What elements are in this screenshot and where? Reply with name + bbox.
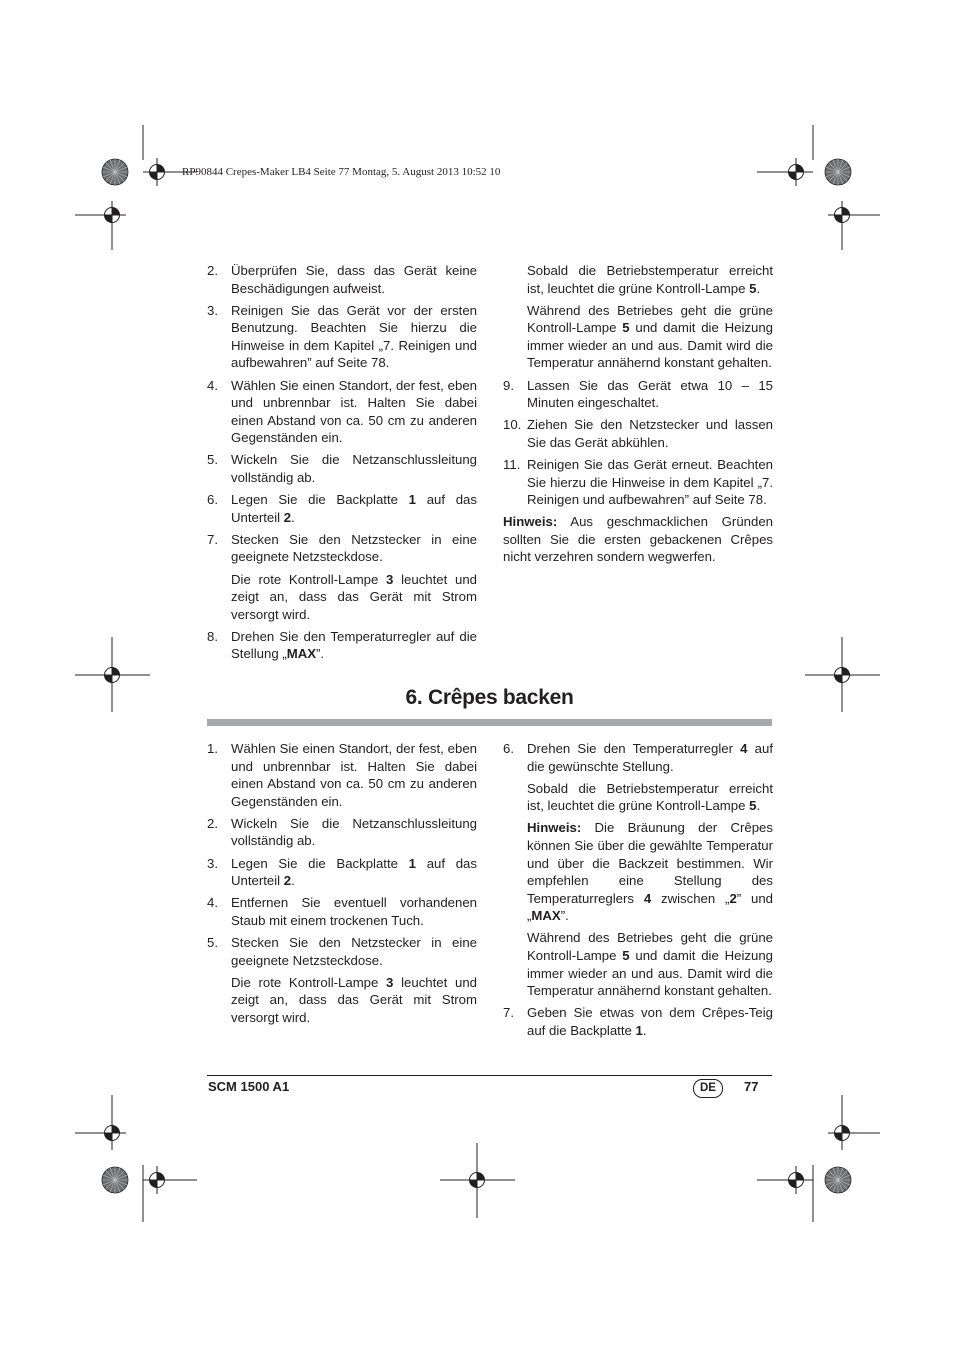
list-item: 1. Wählen Sie einen Standort, der fest, eben und unbrennbar ist. Halten Sie dabei einen Abstand von ca. 50 cm zu anderen Gegenständen ein. [207,741,477,809]
footer-rule [207,1075,772,1076]
registration-mark-icon [828,661,856,689]
registration-mark-icon [463,1166,491,1194]
paragraph: Die rote Kontroll-Lampe 3 leuchtet und zeigt an, dass das Gerät mit Strom versorgt wird. [231,571,477,622]
list-item: 7. Stecken Sie den Netzstecker in eine geeignete Netzsteckdose. [207,531,477,565]
list-item: 4. Wählen Sie einen Standort, der fest, eben und unbrennbar ist. Halten Sie dabei einen Abstand von ca. 50 cm zu anderen Gegenständen ein. [207,377,477,446]
bottom-left-column [207,740,477,1031]
title-bar [207,719,772,726]
list-item: 3. Reinigen Sie das Gerät vor der ersten Benutzung. Beachten Sie hierzu die Hinweise in dem Kapitel „7. Reinigen und aufbewahren” auf Seite 78. [207,302,477,371]
list-item: 3. Legen Sie die Backplatte 1 auf das Unterteil 2. [207,855,477,889]
registration-mark-icon [782,158,810,186]
registration-mark-icon [143,1166,171,1194]
footer-model: SCM 1500 A1 [208,1079,290,1094]
language-badge: DE [693,1079,723,1098]
color-target-icon [102,1167,128,1193]
list-item: 2. Wickeln Sie die Netzanschlussleitung vollständig ab. [207,815,477,849]
paragraph: Die rote Kontroll-Lampe 3 leuchtet und zeigt an, dass das Gerät mit Strom versorgt wird. [231,974,477,1025]
registration-mark-icon [98,661,126,689]
list-item: 11. Reinigen Sie das Gerät erneut. Beachten Sie hierzu die Hinweise in dem Kapitel „7. Reinigen und aufbewahren” auf Seite 78. [503,456,773,508]
color-target-icon [825,1167,851,1193]
list-item: 5. Stecken Sie den Netzstecker in eine geeignete Netzsteckdose. [207,934,477,968]
top-right-column [503,262,773,570]
paragraph: Sobald die Betriebstemperatur erreicht ist, leuchtet die grüne Kontroll-Lampe 5. [527,780,773,814]
list-item: 9. Lassen Sie das Gerät etwa 10 – 15 Minuten eingeschaltet. [503,377,773,411]
page-number: 77 [744,1079,759,1094]
paragraph: Sobald die Betriebstemperatur erreicht ist, leuchtet die grüne Kontroll-Lampe 5. [527,263,773,296]
list-item: 8. Drehen Sie den Temperaturregler auf die Stellung „MAX”. [207,628,477,662]
paragraph: Während des Betriebes geht die grüne Kontroll-Lampe 5 und damit die Heizung immer wieder an und aus. Damit wird die Temperatur annähernd konstant gehalten. [527,930,774,999]
list-item: 7. Geben Sie etwas von dem Crêpes-Teig auf die Backplatte 1. [503,1005,773,1038]
note: Hinweis: Aus geschmacklichen Gründen sollten Sie die ersten gebackenen Crêpes nicht verzehren sondern wegwerfen. [503,514,773,565]
paragraph: Während des Betriebes geht die grüne Kontroll-Lampe 5 und damit die Heizung immer wieder an und aus. Damit wird die Temperatur annähernd konstant gehalten. [527,302,774,371]
bottom-right-column [503,740,773,1044]
registration-mark-icon [782,1166,810,1194]
list-item: 6. Legen Sie die Backplatte 1 auf das Unterteil 2. [207,492,477,525]
registration-mark-icon [98,1119,126,1147]
color-target-icon [825,159,851,185]
list-item: 2. Überprüfen Sie, dass das Gerät keine Beschädigungen aufweist. [207,263,477,296]
list-item: 6. Drehen Sie den Temperaturregler 4 auf die gewünschte Stellung. [503,741,773,774]
registration-mark-icon [98,201,126,229]
print-header: RP90844 Crepes-Maker LB4 Seite 77 Montag, 5. August 2013 10:52 10 [182,166,501,178]
registration-mark-icon [828,1119,856,1147]
list-item: 10. Ziehen Sie den Netzstecker und lassen Sie das Gerät abkühlen. [503,417,773,450]
registration-mark-icon [828,201,856,229]
list-item: 4. Entfernen Sie eventuell vorhandenen Staub mit einem trockenen Tuch. [207,895,477,928]
list-item: 5. Wickeln Sie die Netzanschlussleitung vollständig ab. [207,452,477,486]
registration-mark-icon [143,158,171,186]
note: Hinweis: Die Bräunung der Crêpes können Sie über die gewählte Temperatur und über die Backzeit bestimmen. Wir empfehlen eine Stellung des Temperaturreglers 4 zwischen „2” und „MAX”. [527,820,773,924]
section-title: 6. Crêpes backen [405,686,574,709]
top-left-column [207,262,477,667]
color-target-icon [102,159,128,185]
